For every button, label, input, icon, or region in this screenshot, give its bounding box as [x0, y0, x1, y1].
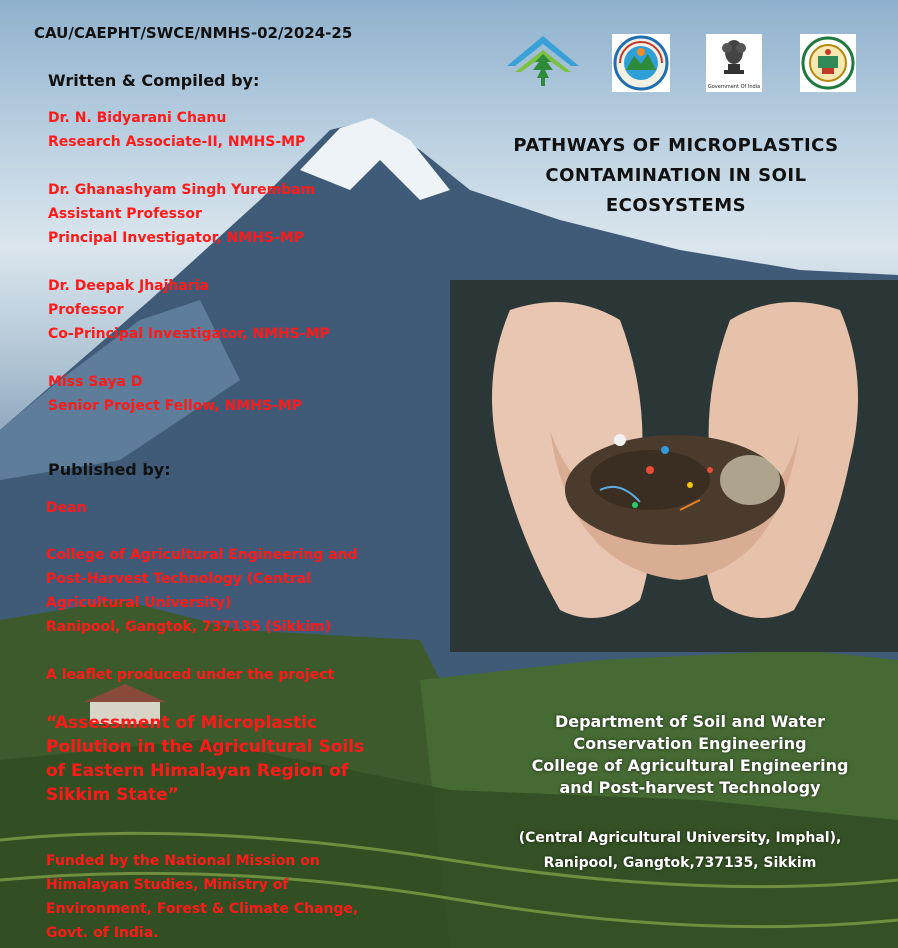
- india-emblem-logo-icon: [706, 34, 762, 80]
- document-code: CAU/CAEPHT/SWCE/NMHS-02/2024-25: [34, 24, 353, 42]
- address-line: (Central Agricultural University, Imphal),: [518, 830, 842, 846]
- hands-holding-soil-photo: [450, 280, 898, 652]
- uttarakhand-seal-logo-icon: [612, 34, 670, 92]
- author-entry: [48, 370, 302, 418]
- author-entry: [48, 274, 330, 346]
- publisher-college: [46, 543, 358, 639]
- cau-university-seal-logo-icon: [800, 34, 856, 92]
- funding-statement: [46, 849, 358, 945]
- project-title-line: “Assessment of Microplastic: [46, 713, 318, 733]
- department-line: Conservation Engineering: [573, 734, 807, 753]
- college-line: Post-Harvest Technology (Central: [46, 571, 311, 587]
- leaflet-note: A leaflet produced under the project: [46, 667, 335, 683]
- author-role: Assistant Professor: [48, 206, 202, 222]
- publisher-role: Dean: [46, 500, 87, 516]
- india-emblem-logo: [706, 34, 762, 92]
- department-line: College of Agricultural Engineering: [531, 756, 849, 775]
- author-role: Professor: [48, 302, 124, 318]
- college-line: College of Agricultural Engineering and: [46, 547, 358, 563]
- author-role: Senior Project Fellow, NMHS-MP: [48, 398, 303, 414]
- department-line: and Post-harvest Technology: [559, 778, 821, 797]
- author-entry: [48, 178, 315, 250]
- author-role: Co-Principal Investigator, NMHS-MP: [48, 326, 330, 342]
- title-line: CONTAMINATION IN SOIL: [545, 165, 807, 186]
- project-title-line: Pollution in the Agricultural Soils: [46, 737, 365, 757]
- department-block: [490, 711, 890, 799]
- college-line: Ranipool, Gangtok, 737135 (Sikkim): [46, 619, 331, 635]
- author-role: Research Associate-II, NMHS-MP: [48, 134, 306, 150]
- title-line: ECOSYSTEMS: [605, 195, 747, 216]
- address-line: Ranipool, Gangtok,737135, Sikkim: [543, 855, 817, 871]
- author-role: Principal Investigator, NMHS-MP: [48, 230, 305, 246]
- author-name: Miss Saya D: [48, 374, 143, 390]
- project-title: [46, 711, 364, 807]
- funding-line: Funded by the National Mission on: [46, 853, 320, 869]
- cupped-hands-soil-illustration: [450, 280, 898, 652]
- leaflet-title: [474, 131, 878, 221]
- project-title-line: of Eastern Himalayan Region of: [46, 761, 349, 781]
- author-name: Dr. N. Bidyarani Chanu: [48, 110, 227, 126]
- funding-line: Environment, Forest & Climate Change,: [46, 901, 359, 917]
- college-line: Agricultural University): [46, 595, 232, 611]
- project-title-line: Sikkim State”: [46, 785, 179, 805]
- nmhs-mountain-logo-icon: [505, 32, 581, 88]
- author-name: Dr. Deepak Jhajharia: [48, 278, 209, 294]
- funding-line: Govt. of India.: [46, 925, 159, 941]
- emblem-caption: Government Of India: [707, 84, 761, 90]
- published-by-heading: Published by:: [48, 460, 171, 479]
- author-entry: [48, 106, 305, 154]
- department-line: Department of Soil and Water: [554, 712, 826, 731]
- title-line: PATHWAYS OF MICROPLASTICS: [513, 135, 839, 156]
- author-name: Dr. Ghanashyam Singh Yurembam: [48, 182, 316, 198]
- address-block: [484, 826, 876, 876]
- funding-line: Himalayan Studies, Ministry of: [46, 877, 289, 893]
- written-compiled-heading: Written & Compiled by:: [48, 71, 260, 90]
